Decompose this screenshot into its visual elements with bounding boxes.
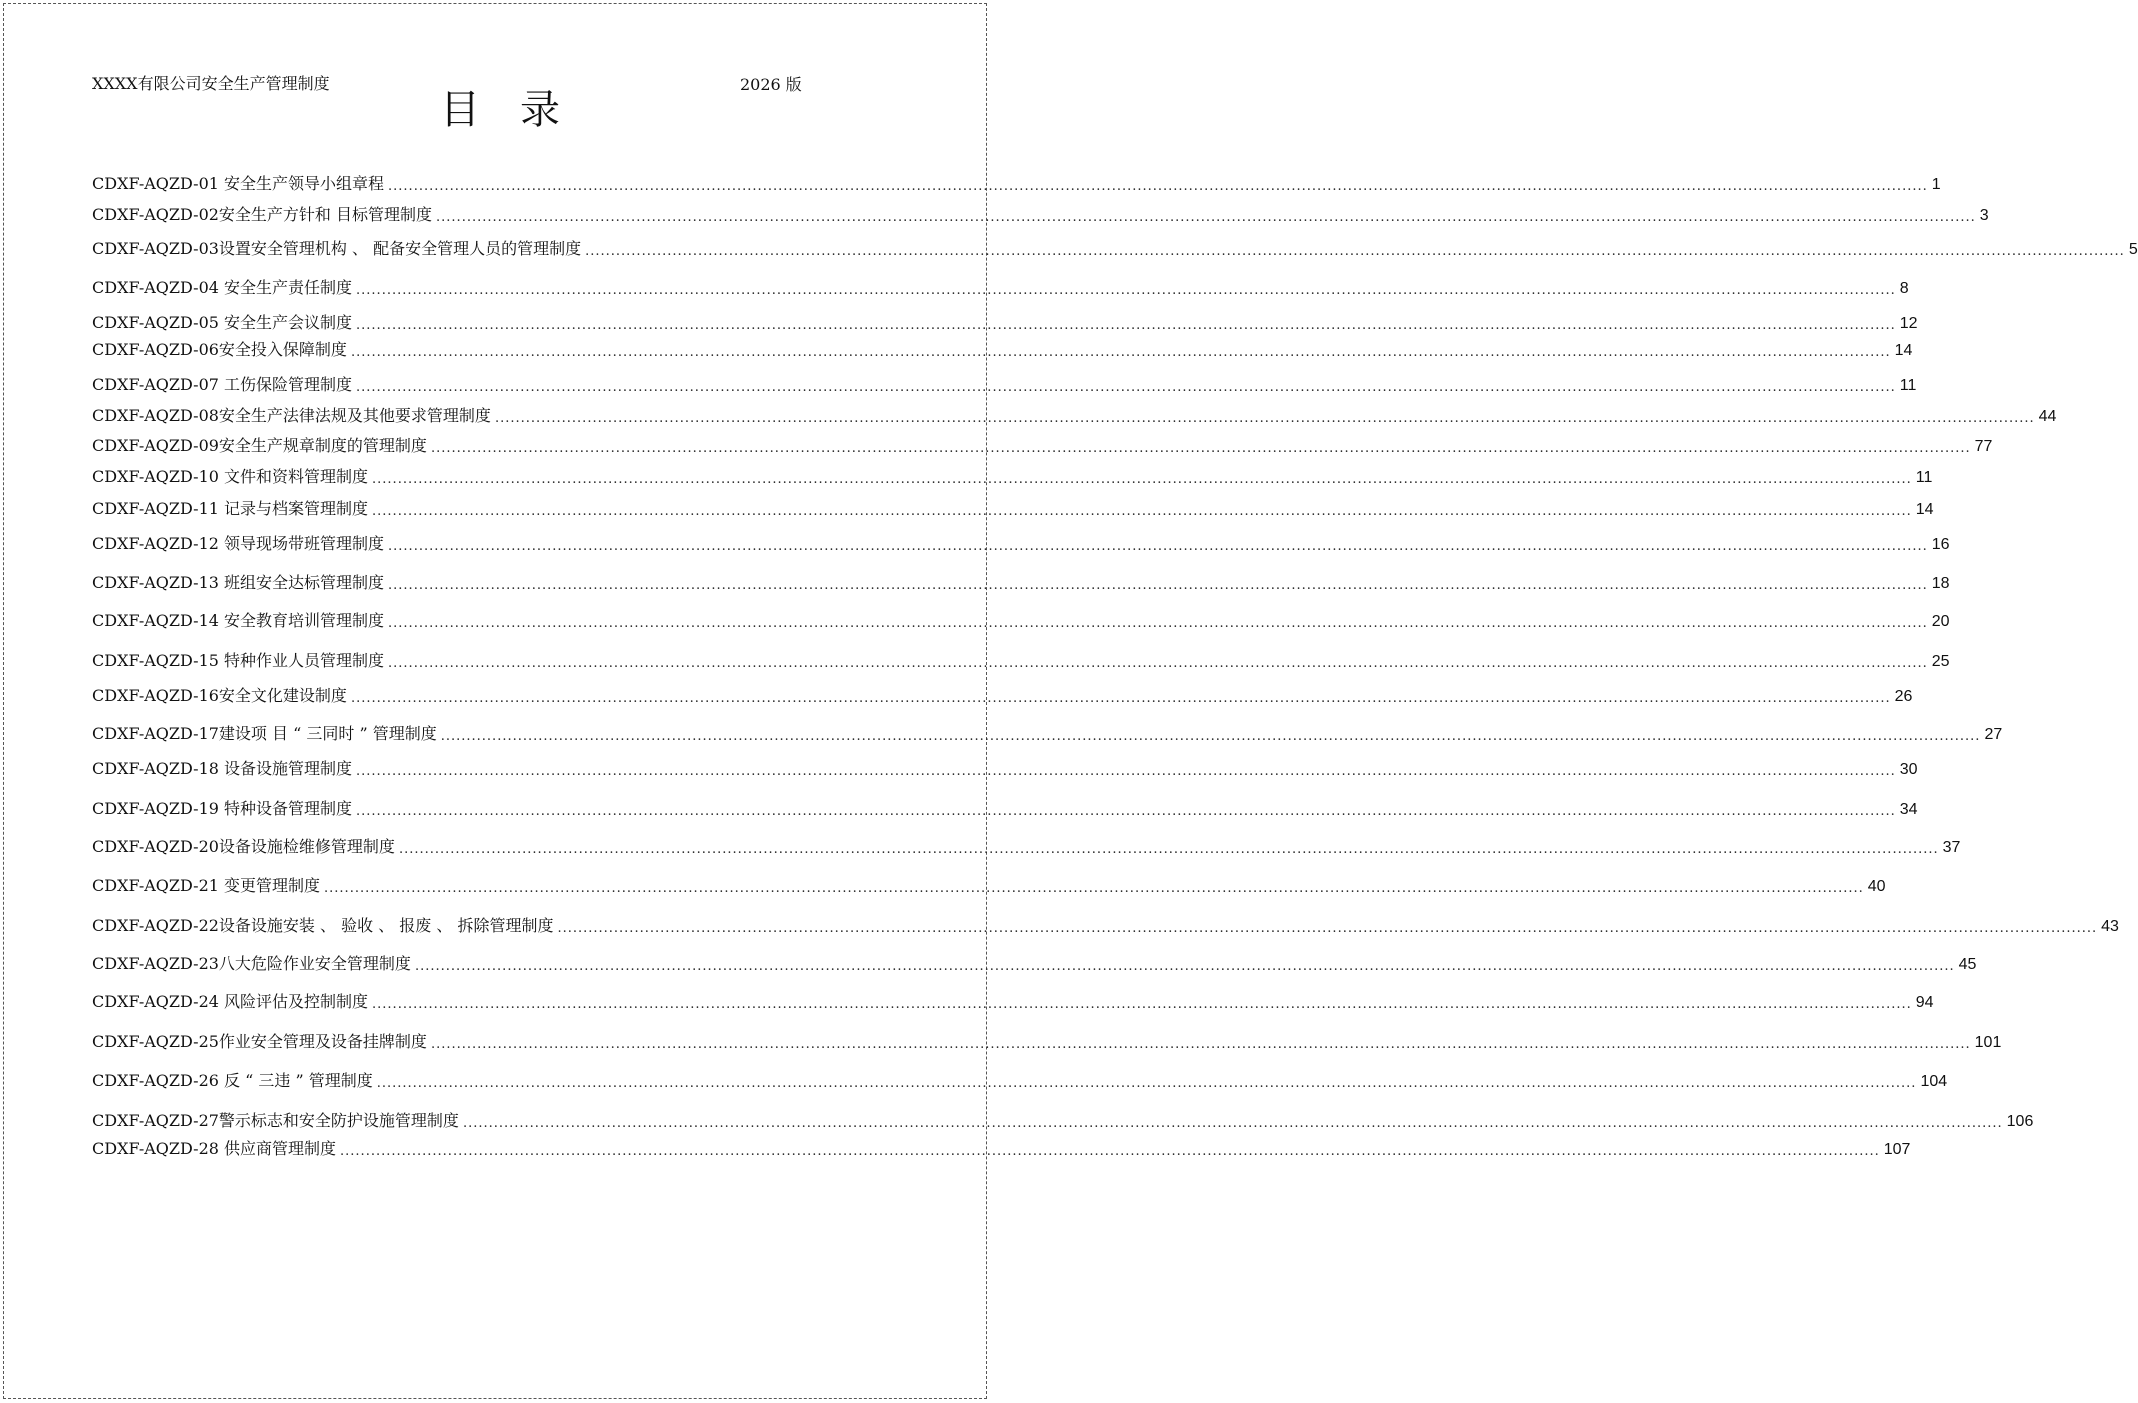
toc-entry-label: CDXF-AQZD-28 供应商管理制度 [92,1139,337,1158]
toc-entry[interactable] [92,571,1950,593]
toc-entry-label: CDXF-AQZD-10 文件和资料管理制度 [92,467,369,486]
toc-entry-label: CDXF-AQZD-25作业安全管理及设备挂牌制度 [92,1032,427,1051]
toc-entry-label: CDXF-AQZD-13 班组安全达标管理制度 [92,573,385,592]
toc-entry[interactable] [92,373,1917,395]
toc-entry-page: 16 [1931,536,1950,553]
toc-entry[interactable] [92,434,1993,456]
edition-label: 2026 版 [740,75,802,94]
toc-entry-page: 44 [2038,408,2057,425]
toc-dot-leader: ............................................................................................................................................................................................................................................................................................................ [436,210,1976,225]
toc-entry-page: 45 [1958,956,1977,973]
toc-dot-leader: ............................................................................................................................................................................................................................................................................................................ [324,881,1864,896]
toc-dot-leader: ............................................................................................................................................................................................................................................................................................................ [388,616,1928,631]
toc-entry-page: 1 [1931,176,1941,193]
toc-entry[interactable] [92,952,1977,974]
toc-entry-page: 43 [2101,918,2119,935]
toc-entry-page: 106 [2006,1113,2034,1130]
toc-entry-label: CDXF-AQZD-14 安全教育培训管理制度 [92,611,385,630]
toc-entry-page: 18 [1931,575,1950,592]
toc-entry-label: CDXF-AQZD-22设备设施安装 、 验收 、 报废 、 拆除管理制度 [92,916,554,935]
toc-entry-label: CDXF-AQZD-05 安全生产会议制度 [92,313,353,332]
toc-entry-label: CDXF-AQZD-01 安全生产领导小组章程 [92,174,385,193]
toc-entry-label: CDXF-AQZD-24 风险评估及控制制度 [92,992,369,1011]
toc-entry-label: CDXF-AQZD-27警示标志和安全防护设施管理制度 [92,1111,459,1130]
toc-entry-page: 11 [1915,469,1933,486]
toc-entry-label: CDXF-AQZD-03设置安全管理机构 、 配备安全管理人员的管理制度 [92,239,582,258]
toc-entry[interactable] [92,1109,2034,1131]
toc-entry-label: CDXF-AQZD-12 领导现场带班管理制度 [92,534,385,553]
toc-entry-page: 12 [1899,315,1918,332]
toc-dot-leader: ............................................................................................................................................................................................................................................................................................................ [430,1037,1971,1052]
toc-dot-leader: ............................................................................................................................................................................................................................................................................................................ [350,691,1891,706]
toc-entry-label: CDXF-AQZD-02安全生产方针和 目标管理制度 [92,205,433,224]
toc-dot-leader: ............................................................................................................................................................................................................................................................................................................ [430,441,1971,456]
toc-dot-leader: ............................................................................................................................................................................................................................................................................................................ [440,729,1981,744]
toc-dot-leader: ............................................................................................................................................................................................................................................................................................................ [376,1076,1917,1091]
toc-entry-page: 101 [1974,1034,2002,1051]
toc-entry-page: 8 [1899,280,1909,297]
toc-entry-page: 20 [1931,613,1950,630]
toc-entry[interactable] [92,276,1909,298]
toc-dot-leader: ............................................................................................................................................................................................................................................................................................................ [585,244,2125,259]
toc-entry-label: CDXF-AQZD-23八大危险作业安全管理制度 [92,954,411,973]
toc-entry-page: 34 [1899,801,1918,818]
toc-entry[interactable] [92,722,2003,744]
toc-entry[interactable] [92,497,1934,519]
toc-entry[interactable] [92,1030,2002,1052]
toc-entry[interactable] [92,465,1933,487]
toc-entry[interactable] [92,404,2057,426]
toc-entry-page: 107 [1883,1141,1911,1158]
toc-entry-page: 14 [1915,501,1934,518]
toc-dot-leader: ............................................................................................................................................................................................................................................................................................................ [557,921,2098,936]
toc-dot-leader: ............................................................................................................................................................................................................................................................................................................ [356,804,1896,819]
toc-dot-leader: ............................................................................................................................................................................................................................................................................................................ [356,764,1896,779]
toc-dot-leader: ............................................................................................................................................................................................................................................................................................................ [494,411,2035,426]
toc-dot-leader: ............................................................................................................................................................................................................................................................................................................ [388,539,1928,554]
toc-entry[interactable] [92,649,1950,671]
toc-entry-page: 5 [2128,241,2138,258]
toc-entry-label: CDXF-AQZD-16安全文化建设制度 [92,686,347,705]
toc-entry-label: CDXF-AQZD-17建设项 目 “ 三同时 ” 管理制度 [92,724,437,743]
toc-entry-label: CDXF-AQZD-06安全投入保障制度 [92,340,347,359]
toc-entry[interactable] [92,311,1918,333]
toc-entry-page: 26 [1894,688,1913,705]
toc-entry-label: CDXF-AQZD-15 特种作业人员管理制度 [92,651,385,670]
toc-dot-leader: ............................................................................................................................................................................................................................................................................................................ [372,504,1912,519]
toc-entry[interactable] [92,757,1918,779]
toc-entry-label: CDXF-AQZD-19 特种设备管理制度 [92,799,353,818]
toc-entry-label: CDXF-AQZD-08安全生产法律法规及其他要求管理制度 [92,406,491,425]
toc-entry-label: CDXF-AQZD-04 安全生产责任制度 [92,278,353,297]
toc-entry[interactable] [92,532,1950,554]
toc-dot-leader: ............................................................................................................................................................................................................................................................................................................ [356,380,1896,395]
toc-dot-leader: ............................................................................................................................................................................................................................................................................................................ [372,997,1912,1012]
toc-dot-leader: ............................................................................................................................................................................................................................................................................................................ [372,472,1912,487]
toc-dot-leader: ............................................................................................................................................................................................................................................................................................................ [340,1144,1880,1159]
toc-dot-leader: ............................................................................................................................................................................................................................................................................................................ [414,959,1955,974]
toc-entry-page: 37 [1942,839,1961,856]
toc-entry-label: CDXF-AQZD-09安全生产规章制度的管理制度 [92,436,427,455]
toc-entry-label: CDXF-AQZD-21 变更管理制度 [92,876,321,895]
toc-dot-leader: ............................................................................................................................................................................................................................................................................................................ [350,345,1891,360]
toc-dot-leader: ............................................................................................................................................................................................................................................................................................................ [398,842,1939,857]
toc-entry-page: 104 [1920,1073,1948,1090]
toc-entry[interactable] [92,835,1961,857]
toc-entry[interactable] [92,237,2138,259]
toc-entry-page: 30 [1899,761,1918,778]
toc-dot-leader: ............................................................................................................................................................................................................................................................................................................ [388,179,1928,194]
toc-entry[interactable] [92,1137,1911,1159]
toc-entry-page: 94 [1915,994,1934,1011]
toc-entry-label: CDXF-AQZD-18 设备设施管理制度 [92,759,353,778]
toc-entry-page: 14 [1894,342,1913,359]
toc-entry[interactable] [92,914,2119,936]
toc-title: 目录 [440,87,600,133]
toc-dot-leader: ............................................................................................................................................................................................................................................................................................................ [356,318,1896,333]
toc-entry-page: 11 [1899,377,1917,394]
toc-entry[interactable] [92,172,1941,194]
toc-entry[interactable] [92,338,1913,360]
toc-dot-leader: ............................................................................................................................................................................................................................................................................................................ [356,283,1896,298]
toc-entry-page: 3 [1979,207,1989,224]
toc-entry-label: CDXF-AQZD-26 反 “ 三违 ” 管理制度 [92,1071,373,1090]
toc-entry[interactable] [92,609,1950,631]
toc-entry[interactable] [92,990,1934,1012]
toc-entry-label: CDXF-AQZD-11 记录与档案管理制度 [92,499,369,518]
toc-entry[interactable] [92,874,1886,896]
toc-entry-label: CDXF-AQZD-07 工伤保险管理制度 [92,375,353,394]
toc-entry[interactable] [92,684,1913,706]
toc-entry[interactable] [92,797,1918,819]
toc-entry-page: 27 [1984,726,2003,743]
toc-entry-page: 77 [1974,438,1993,455]
toc-entry[interactable] [92,203,1989,225]
toc-entry-page: 25 [1931,653,1950,670]
toc-entry-label: CDXF-AQZD-20设备设施检维修管理制度 [92,837,395,856]
toc-dot-leader: ............................................................................................................................................................................................................................................................................................................ [388,578,1928,593]
toc-entry-page: 40 [1867,878,1886,895]
company-header: XXXX有限公司安全生产管理制度 [92,74,330,93]
toc-entry[interactable] [92,1069,1948,1091]
toc-dot-leader: ............................................................................................................................................................................................................................................................................................................ [462,1116,2003,1131]
toc-dot-leader: ............................................................................................................................................................................................................................................................................................................ [388,656,1928,671]
